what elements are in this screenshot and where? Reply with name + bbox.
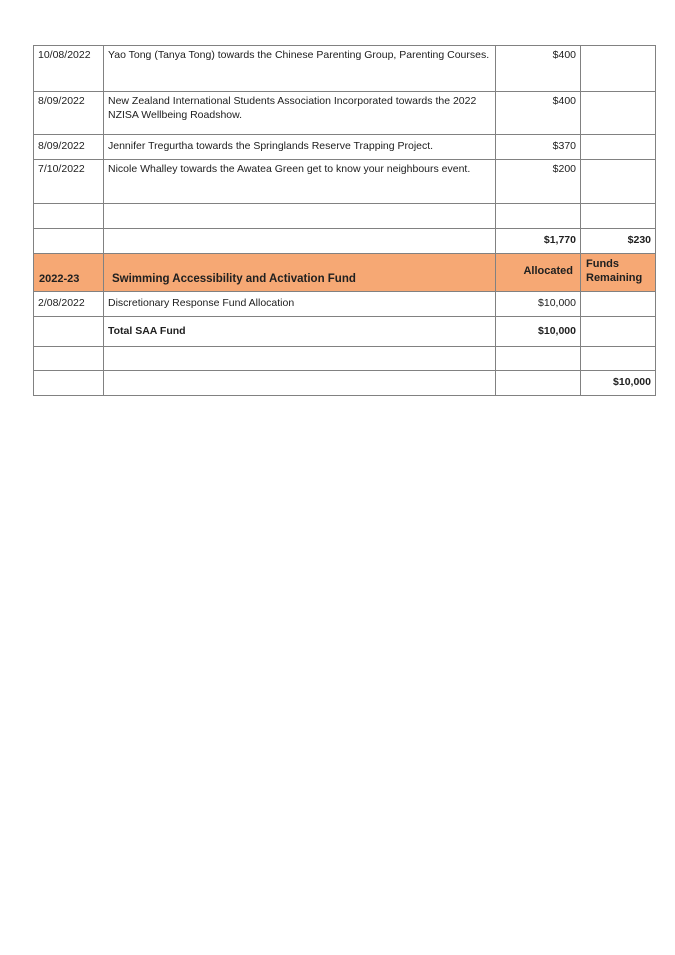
description-cell: [104, 371, 496, 396]
description-cell: Discretionary Response Fund Allocation: [104, 292, 496, 317]
final-remaining-cell: $10,000: [581, 371, 656, 396]
remaining-cell: [581, 317, 656, 347]
description-cell: Nicole Whalley towards the Awatea Green get to know your neighbours event.: [104, 160, 496, 204]
date-cell: 8/09/2022: [34, 135, 104, 160]
remaining-cell: [581, 204, 656, 229]
date-cell: 10/08/2022: [34, 46, 104, 92]
total-label-cell: Total SAA Fund: [104, 317, 496, 347]
date-cell: 8/09/2022: [34, 92, 104, 135]
saa-total-row: [34, 317, 656, 347]
saa-remaining-row: [34, 371, 656, 396]
remaining-cell: [581, 92, 656, 135]
description-cell: [104, 347, 496, 371]
description-cell: Yao Tong (Tanya Tong) towards the Chinese Parenting Group, Parenting Courses.: [104, 46, 496, 92]
grants-totals-row: [34, 229, 656, 254]
remaining-cell: [581, 160, 656, 204]
empty-row: [34, 347, 656, 371]
section-year-cell: 2022-23: [34, 254, 104, 292]
description-cell: Jennifer Tregurtha towards the Springlands Reserve Trapping Project.: [104, 135, 496, 160]
grant-row: [34, 135, 656, 160]
total-remaining-cell: $230: [581, 229, 656, 254]
funds-remaining-header-cell: Funds Remaining: [581, 254, 656, 292]
description-cell: [104, 204, 496, 229]
remaining-cell: [581, 347, 656, 371]
date-cell: [34, 347, 104, 371]
date-cell: 2/08/2022: [34, 292, 104, 317]
remaining-cell: [581, 292, 656, 317]
fund-allocation-table: [33, 45, 656, 396]
allocated-cell: $400: [496, 92, 581, 135]
remaining-cell: [581, 46, 656, 92]
grant-row: [34, 46, 656, 92]
remaining-cell: [581, 135, 656, 160]
empty-row: [34, 204, 656, 229]
allocated-header-cell: Allocated: [496, 254, 581, 292]
total-allocated-cell: $1,770: [496, 229, 581, 254]
allocated-cell: $370: [496, 135, 581, 160]
description-cell: New Zealand International Students Association Incorporated towards the 2022 NZISA Wellbeing Roadshow.: [104, 92, 496, 135]
grant-row: [34, 92, 656, 135]
allocated-cell: [496, 204, 581, 229]
saa-row: [34, 292, 656, 317]
date-cell: [34, 371, 104, 396]
allocated-cell: $200: [496, 160, 581, 204]
allocated-cell: [496, 371, 581, 396]
date-cell: [34, 229, 104, 254]
date-cell: [34, 204, 104, 229]
date-cell: [34, 317, 104, 347]
allocated-cell: [496, 347, 581, 371]
total-allocated-cell: $10,000: [496, 317, 581, 347]
date-cell: 7/10/2022: [34, 160, 104, 204]
section-header-row: [34, 254, 656, 292]
allocated-cell: $10,000: [496, 292, 581, 317]
grant-row: [34, 160, 656, 204]
description-cell: [104, 229, 496, 254]
section-title-cell: Swimming Accessibility and Activation Fund: [104, 254, 496, 292]
allocated-cell: $400: [496, 46, 581, 92]
